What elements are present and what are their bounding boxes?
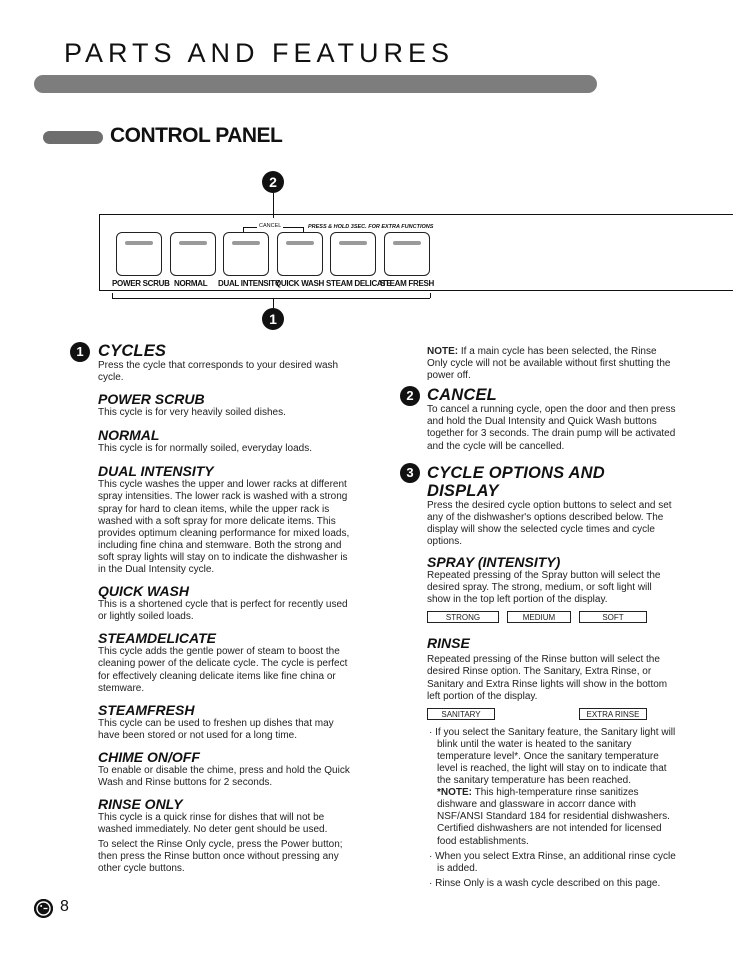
steam-fresh-text: This cycle can be used to freshen up dishes that may have been stored or not used for a long time. [98, 717, 334, 741]
options-heading: CYCLE OPTIONS AND DISPLAY [427, 463, 605, 500]
dual-intensity-label: DUAL INTENSITY [218, 279, 280, 288]
cycles-marker: 1 [70, 342, 90, 362]
bullet-sanitary: · If you select the Sanitary feature, the Sanitary light will blink until the water is heated to the sanitary temperature level*. Once the sanitary temperature level is reached, the light will stay on to indicate that the sanitary temperature has been reached. [429, 726, 676, 787]
page-number: 8 [60, 898, 69, 915]
panel-bottom-edge [99, 290, 733, 291]
steam-fresh-heading: STEAMFRESH [98, 701, 195, 718]
dual-intensity-heading: DUAL INTENSITY [98, 463, 214, 480]
quick-wash-label: QUICK WASH [275, 279, 325, 288]
note-label: NOTE: [427, 346, 459, 357]
power-scrub-heading: POWER SCRUB [98, 391, 205, 408]
strong-box: STRONG [427, 611, 499, 623]
callout-marker-2: 2 [262, 171, 284, 193]
indicator-light [232, 241, 260, 245]
extra-rinse-box: EXTRA RINSE [579, 708, 647, 720]
note2-label: *NOTE: [437, 787, 472, 799]
note-paragraph [427, 346, 677, 382]
page-header-title: PARTS AND FEATURES [64, 38, 455, 68]
power-scrub-text: This cycle is for very heavily soiled dishes. [98, 407, 286, 419]
section-title: CONTROL PANEL [110, 124, 283, 147]
cycles-bracket-left [112, 293, 113, 298]
cycles-intro: Press the cycle that corresponds to your desired wash cycle. [98, 360, 339, 384]
panel-top-edge [99, 214, 733, 215]
power-scrub-button[interactable] [116, 232, 162, 276]
normal-text: This cycle is for normally soiled, everyday loads. [98, 443, 312, 455]
rinse-heading: RINSE [427, 635, 470, 652]
press-hold-label: PRESS & HOLD 3SEC. FOR EXTRA FUNCTIONS [308, 224, 434, 230]
medium-box: MEDIUM [507, 611, 571, 623]
bullet-extra-rinse-text: When you select Extra Rinse, an additional rinse cycle is added. [435, 850, 676, 874]
dual-intensity-button[interactable] [223, 232, 269, 276]
brand-logo-icon [34, 899, 53, 918]
cancel-marker: 2 [400, 386, 420, 406]
callout-marker-1: 1 [262, 308, 284, 330]
chime-text: To enable or disable the chime, press and hold the Quick Wash and Rinse buttons for 2 seconds. [98, 764, 350, 788]
rinse-display [427, 708, 677, 720]
indicator-light [393, 241, 421, 245]
rinse-text: Repeated pressing of the Rinse button will select the desired Rinse option. The Sanitary, Extra Rinse, or Sanitary and Extra Rinse lights will show in the bottom left portion of the display. [427, 654, 668, 702]
cycles-heading: CYCLES [98, 342, 167, 360]
bullet-extra-rinse: · When you select Extra Rinse, an additional rinse cycle is added. [429, 850, 676, 874]
callout-line-bottom [273, 298, 274, 308]
steam-delicate-heading: STEAMDELICATE [98, 630, 216, 647]
chime-heading: CHIME ON/OFF [98, 748, 200, 765]
note2-text: This high-temperature rinse sanitizes dishware and glassware in accorr dance with NSF/ANSI Standard 184 for residential dishwashers. Certified dishwashers are not intended for licensed food establishments. [437, 787, 670, 847]
normal-heading: NORMAL [98, 427, 160, 444]
note2-paragraph [427, 787, 677, 847]
panel-left-edge [99, 214, 100, 291]
normal-button[interactable] [170, 232, 216, 276]
cancel-text: To cancel a running cycle, open the door and then press and hold the Dual Intensity and Quick Wash buttons together for 3 seconds. The drain pump will be activated and the cycle will be cancelled. [427, 404, 676, 452]
bullet-rinse-only: · Rinse Only is a wash cycle described on this page. [429, 877, 661, 889]
cycles-bracket-right [430, 293, 431, 298]
lg-logo-icon [34, 899, 53, 918]
quick-wash-heading: QUICK WASH [98, 583, 189, 600]
indicator-light [125, 241, 153, 245]
quick-wash-text: This is a shortened cycle that is perfect for recently used or lightly soiled loads. [98, 599, 348, 623]
rinse-only-extra: To select the Rinse Only cycle, press the Power button; then press the Rinse button once without pressing any other cycle buttons. [98, 839, 343, 875]
options-text: Press the desired cycle option buttons to select and set any of the dishwasher's options described below. The display will show the selected cycle times and cycle options. [427, 499, 672, 547]
indicator-light [339, 241, 367, 245]
right-column [427, 346, 677, 890]
note-text: If a main cycle has been selected, the Rinse Only cycle will not be available without first shutting the power off. [427, 346, 671, 382]
cancel-label: CANCEL [259, 223, 282, 229]
power-scrub-label: POWER SCRUB [112, 279, 170, 288]
normal-label: NORMAL [174, 279, 208, 288]
quick-wash-button[interactable] [277, 232, 323, 276]
bullet-sanitary-text: If you select the Sanitary feature, the Sanitary light will blink until the water is heated to the sanitary temperature level*. Once the sanitary temperature level is reached, the light will stay on to indicate that the sanitary temperature has been reached. [435, 726, 676, 787]
section-pill [43, 131, 103, 144]
indicator-light [286, 241, 314, 245]
dual-intensity-text: This cycle washes the upper and lower racks at different spray intensities. The lower rack is washed with a strong spray for hard to clean items, while the upper rack is washed with a soft spray for more delicate items. This provides optimum cleaning performance for mixed loads, including fine china and stemware. Both the strong and soft spray lights will stay on to indicate the dishwasher is in the Dual Intensity cycle. [98, 479, 350, 576]
steam-fresh-button[interactable] [384, 232, 430, 276]
indicator-light [179, 241, 207, 245]
soft-box: SOFT [579, 611, 647, 623]
cycles-bracket [112, 298, 430, 299]
steam-delicate-button[interactable] [330, 232, 376, 276]
options-marker: 3 [400, 463, 420, 483]
rinse-only-text: This cycle is a quick rinse for dishes that will not be washed immediately. No deter gent should be used. [98, 812, 328, 836]
header-bar [34, 75, 597, 93]
spray-display [427, 611, 677, 623]
steam-fresh-label: STEAM FRESH [380, 279, 435, 288]
cancel-heading: CANCEL [427, 386, 497, 405]
spray-heading: SPRAY (INTENSITY) [427, 554, 561, 571]
steam-delicate-text: This cycle adds the gentle power of steam to boost the cleaning power of the delicate cycle. The cycle is perfect for effectively cleaning delicate items like fine china or stemware. [98, 646, 348, 694]
bullet-rinse-only-text: Rinse Only is a wash cycle described on this page. [435, 877, 661, 889]
steam-delicate-label: STEAM DELICATE [326, 279, 392, 288]
left-column [98, 342, 358, 876]
sanitary-box: SANITARY [427, 708, 495, 720]
spray-text: Repeated pressing of the Spray button will select the desired spray. The strong, medium, or soft light will show in the top left portion of the display. [427, 570, 661, 606]
rinse-only-heading: RINSE ONLY [98, 796, 183, 813]
